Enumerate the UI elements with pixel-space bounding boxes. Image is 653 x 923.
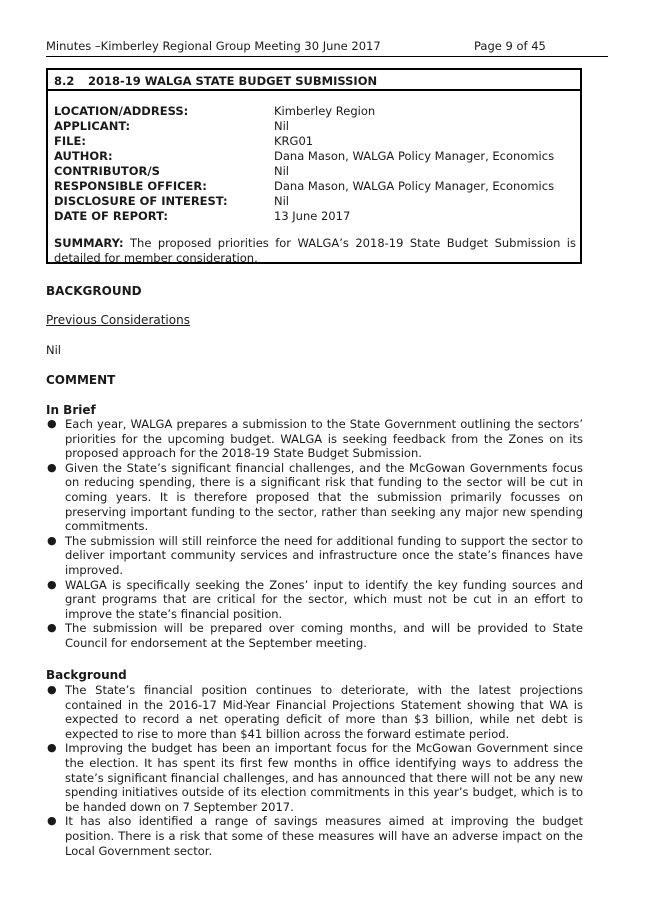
bullet-icon: ● — [47, 621, 57, 635]
list-item: ● Improving the budget has been an important focus for the McGowan Government since the election. It has spent its first few months in office identifying ways to address the state’s significant financial challenges, and has announced that there will not be any new spending initiatives outside of its election commitments in this year’s budget, which is to be handed down on 7 September 2017. — [47, 741, 583, 814]
detail-row — [54, 194, 574, 209]
bullet-icon: ● — [47, 417, 57, 430]
background-heading: BACKGROUND — [46, 284, 142, 298]
in-brief-list — [46, 417, 583, 651]
bullet-icon: ● — [47, 683, 57, 696]
list-item: ● The submission will be prepared over coming months, and will be provided to State Council for endorsement at the September meeting. — [47, 621, 583, 650]
detail-label: CONTRIBUTOR/S — [54, 164, 160, 178]
detail-label: RESPONSIBLE OFFICER: — [54, 179, 207, 193]
in-brief-heading: In Brief — [46, 403, 96, 417]
bullet-icon: ● — [47, 814, 57, 828]
detail-label: AUTHOR: — [54, 149, 113, 163]
detail-row — [54, 164, 574, 179]
bullet-icon: ● — [47, 460, 57, 474]
detail-row — [54, 119, 574, 134]
item-heading — [48, 70, 580, 91]
detail-value: Dana Mason, WALGA Policy Manager, Economics — [274, 149, 555, 163]
detail-label: FILE: — [54, 134, 86, 148]
previous-considerations-value: Nil — [46, 343, 61, 357]
page-header — [46, 38, 608, 57]
detail-row — [54, 134, 574, 149]
page-number: Page 9 of 45 — [474, 39, 546, 53]
detail-label: APPLICANT: — [54, 119, 131, 133]
list-item: ● WALGA is specifically seeking the Zones’ input to identify the key funding sources and grant programs that are critical for the sector, which must not be cut in an effort to improve the state’s financial position. — [47, 577, 583, 621]
detail-row — [54, 149, 574, 164]
item-number: 8.2 — [54, 74, 75, 88]
detail-value: 13 June 2017 — [274, 209, 351, 223]
summary-text: The proposed priorities for WALGA’s 2018-19 State Budget Submission is detailed for member consideration. — [54, 236, 576, 265]
list-item: ● The State’s financial position continues to deteriorate, with the latest projections contained in the 2016-17 Mid-Year Financial Projections Statement showing that WA is expected to record a net operating deficit of more than $3 billion, while net debt is expected to rise to more than $41 billion across the forward estimate period. — [47, 683, 583, 741]
detail-value: Nil — [274, 119, 289, 133]
background-subheading: Background — [46, 668, 127, 682]
detail-value: Nil — [274, 194, 289, 208]
list-item: ● Each year, WALGA prepares a submission to the State Government outlining the sectors’ priorities for the upcoming budget. WALGA is seeking feedback from the Zones on its proposed approach for the 2018-19 State Budget Submission. — [47, 417, 583, 461]
detail-label: DATE OF REPORT: — [54, 209, 168, 223]
detail-row — [54, 104, 574, 119]
list-item: ● It has also identified a range of savings measures aimed at improving the budget position. There is a risk that some of these measures will have an adverse impact on the Local Government sector. — [47, 814, 583, 858]
previous-considerations-heading: Previous Considerations — [46, 313, 190, 327]
detail-row — [54, 179, 574, 194]
item-title: 2018-19 WALGA STATE BUDGET SUBMISSION — [88, 74, 378, 88]
bullet-icon: ● — [47, 533, 57, 547]
summary — [54, 236, 576, 266]
bullet-icon: ● — [47, 741, 57, 755]
detail-value: Nil — [274, 164, 289, 178]
list-item: ● Given the State’s significant financial challenges, and the McGowan Governments focus on reducing spending, there is a significant risk that funding to the sector will be cut in coming years. It is therefore proposed that the submission primarily focusses on preserving important funding to the sector, rather than seeking any major new spending commitments. — [47, 460, 583, 534]
background-list — [46, 683, 583, 858]
document-title: Minutes –Kimberley Regional Group Meeting 30 June 2017 — [46, 39, 381, 53]
bullet-icon: ● — [47, 577, 57, 591]
list-item: ● The submission will still reinforce the need for additional funding to support the sector to deliver important community services and infrastructure once the state’s finances have improved. — [47, 533, 583, 577]
report-details-box — [46, 68, 582, 264]
detail-value: Dana Mason, WALGA Policy Manager, Economics — [274, 179, 555, 193]
detail-label: DISCLOSURE OF INTEREST: — [54, 194, 228, 208]
detail-row — [54, 209, 574, 224]
summary-label: SUMMARY: — [54, 236, 124, 250]
detail-value: KRG01 — [274, 134, 314, 148]
comment-heading: COMMENT — [46, 373, 116, 387]
detail-label: LOCATION/ADDRESS: — [54, 104, 189, 118]
detail-value: Kimberley Region — [274, 104, 376, 118]
